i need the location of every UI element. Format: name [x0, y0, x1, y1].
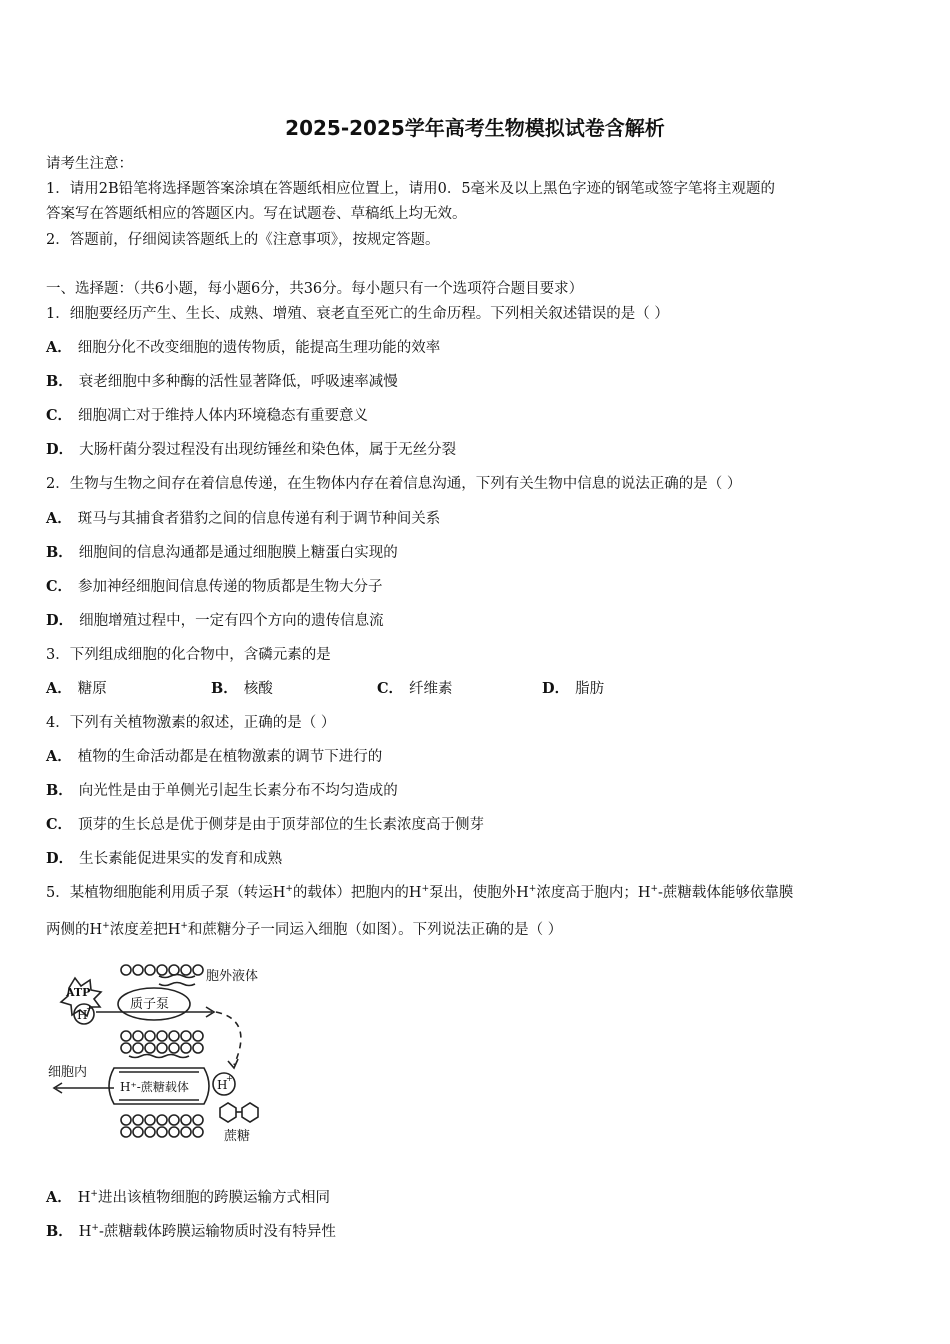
q2-option-d: D． 细胞增殖过程中，一定有四个方向的遗传信息流 — [46, 612, 384, 629]
inside-cell-label: 细胞内 — [48, 1065, 88, 1080]
proton-pump-label: 质子泵 — [130, 997, 170, 1012]
q1-option-a: A． 细胞分化不改变细胞的遗传物质，能提高生理功能的效率 — [46, 339, 441, 356]
q5-option-b: B． H+-蔗糖载体跨膜运输物质时没有特异性 — [46, 1223, 336, 1240]
q3-option-a: A． 糖原 — [46, 680, 107, 697]
notice-item-1b: 答案写在答题纸相应的答题区内。写在试题卷、草稿纸上均无效。 — [46, 206, 467, 222]
h-ion-top: H — [77, 1008, 88, 1022]
q2-option-c: C． 参加神经细胞间信息传递的物质都是生物大分子 — [46, 578, 383, 595]
q4-stem: 4．下列有关植物激素的叙述，正确的是（ ） — [46, 715, 336, 731]
q5-stem-line2: 两侧的H+浓度差把H+和蔗糖分子一同运入细胞（如图）。下列说法正确的是（ ） — [46, 921, 563, 938]
q3-stem: 3．下列组成细胞的化合物中，含磷元素的是 — [46, 647, 331, 663]
q1-stem: 1．细胞要经历产生、生长、成熟、增殖、衰老直至死亡的生命历程。下列相关叙述错误的是（ ） — [46, 306, 669, 322]
q1-option-b: B． 衰老细胞中多种酶的活性显著降低，呼吸速率减慢 — [46, 373, 398, 390]
q3-option-b: B． 核酸 — [211, 680, 273, 697]
q2-stem: 2．生物与生物之间存在着信息传递，在生物体内存在着信息沟通，下列有关生物中信息的说法正确的是（ ） — [46, 476, 742, 492]
sucrose-label: 蔗糖 — [224, 1129, 251, 1144]
notice-heading: 请考生注意： — [46, 156, 133, 172]
q1-option-c: C． 细胞凋亡对于维持人体内环境稳态有重要意义 — [46, 407, 369, 424]
q3-option-d: D． 脂肪 — [542, 680, 605, 697]
q1-option-d: D． 大肠杆菌分裂过程没有出现纺锤丝和染色体，属于无丝分裂 — [46, 441, 457, 458]
q2-option-b: B． 细胞间的信息沟通都是通过细胞膜上糖蛋白实现的 — [46, 544, 398, 561]
q4-option-c: C． 顶芽的生长总是优于侧芽是由于顶芽部位的生长素浓度高于侧芽 — [46, 816, 485, 833]
h-ion-top-sup: + — [86, 1004, 93, 1013]
q4-option-b: B． 向光性是由于单侧光引起生长素分布不均匀造成的 — [46, 782, 398, 799]
notice-item-1a: 1．请用2B铅笔将选择题答案涂填在答题纸相应位置上，请用0．5毫米及以上黑色字迹的钢笔或签字笔将主观题的 — [46, 181, 776, 197]
q3-option-c: C． 纤维素 — [377, 680, 453, 697]
membrane-transport-figure — [44, 960, 274, 1150]
q4-option-d: D． 生长素能促进果实的发育和成熟 — [46, 850, 283, 867]
q4-option-a: A． 植物的生命活动都是在植物激素的调节下进行的 — [46, 748, 383, 765]
outside-fluid-label: 胞外液体 — [206, 969, 259, 984]
q2-option-a: A． 斑马与其捕食者猎豹之间的信息传递有利于调节种间关系 — [46, 510, 441, 527]
section-heading: 一、选择题：（共6小题，每小题6分，共36分。每小题只有一个选项符合题目要求） — [46, 281, 584, 297]
h-ion-right: H — [217, 1078, 228, 1092]
page-title: 2025-2025学年高考生物模拟试卷含解析 — [285, 116, 665, 140]
q5-option-a: A． H+进出该植物细胞的跨膜运输方式相同 — [46, 1189, 330, 1206]
notice-item-2: 2．答题前，仔细阅读答题纸上的《注意事项》，按规定答题。 — [46, 232, 440, 248]
atp-label: ATP — [66, 986, 91, 999]
q5-stem-line1: 5．某植物细胞能利用质子泵（转运H+的载体）把胞内的H+泵出，使胞外H+浓度高于胞内；H+-蔗糖载体能够依靠膜 — [46, 884, 794, 901]
h-ion-right-sup: + — [226, 1074, 233, 1083]
carrier-label: H⁺-蔗糖载体 — [120, 1080, 189, 1094]
